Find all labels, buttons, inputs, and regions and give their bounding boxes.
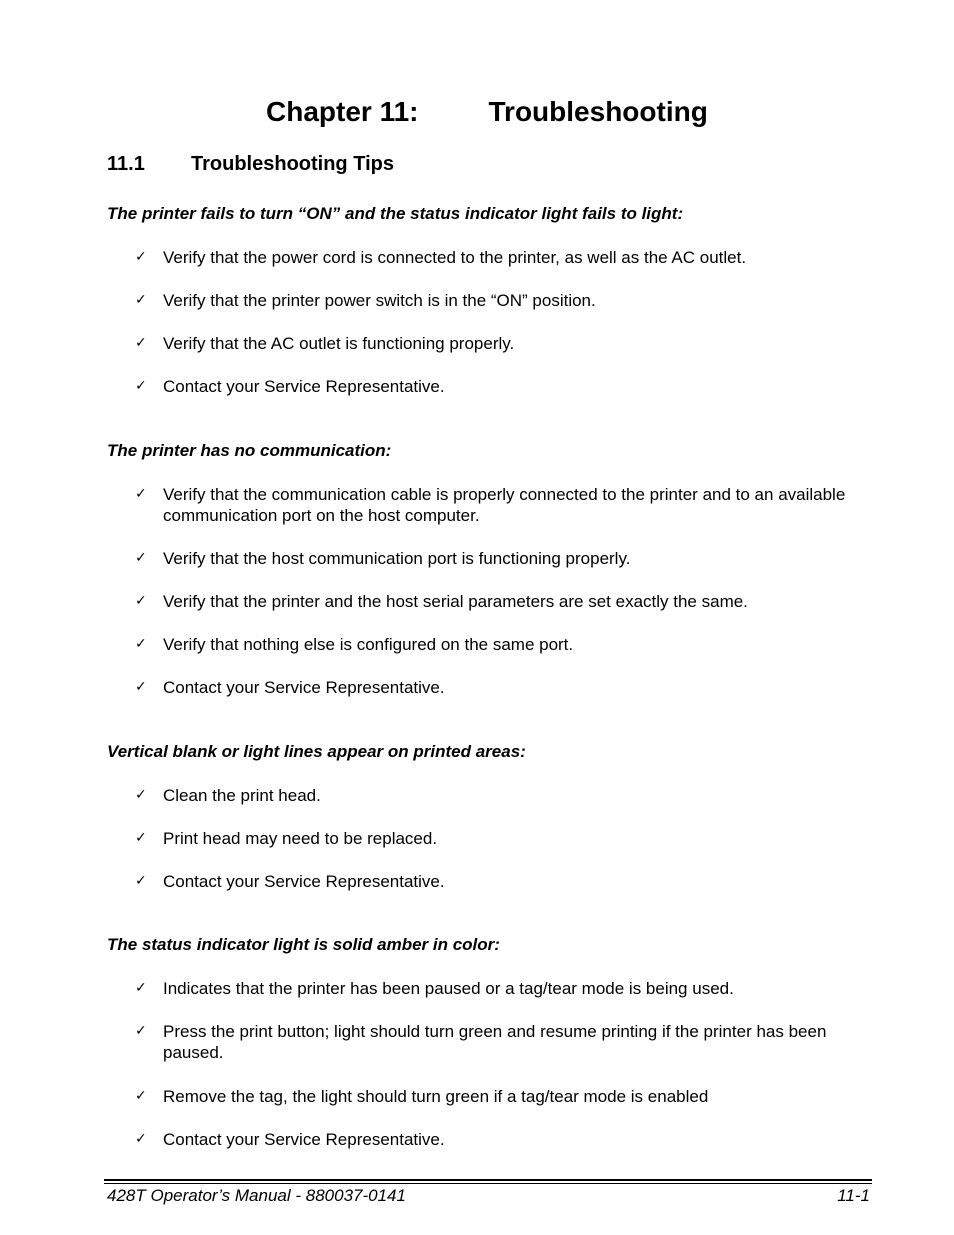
checkmark-icon: ✓ xyxy=(135,787,147,803)
list-item-text: Clean the print head. xyxy=(163,786,321,805)
list-item-text: Contact your Service Representative. xyxy=(163,872,445,891)
list-item xyxy=(135,1129,855,1150)
list-item-text: Contact your Service Representative. xyxy=(163,377,445,396)
checkmark-icon: ✓ xyxy=(135,980,147,996)
list-item xyxy=(135,978,855,999)
footer-divider xyxy=(104,1179,872,1181)
list-item xyxy=(135,333,855,354)
checkmark-icon: ✓ xyxy=(135,830,147,846)
list-item-text: Contact your Service Representative. xyxy=(163,678,445,697)
checkmark-icon: ✓ xyxy=(135,593,147,609)
list-item-text: Verify that the host communication port is functioning properly. xyxy=(163,549,631,568)
list-item xyxy=(135,828,855,849)
checkmark-icon: ✓ xyxy=(135,873,147,889)
list-item-text: Verify that the communication cable is properly connected to the printer and to an available communication port on the host computer. xyxy=(163,485,846,525)
list-item xyxy=(135,591,855,612)
issue-heading: The status indicator light is solid amber in color: xyxy=(107,935,500,954)
footer-divider-thin xyxy=(104,1183,872,1184)
list-item xyxy=(135,290,855,311)
list-item xyxy=(135,247,855,268)
list-item-text: Indicates that the printer has been paused or a tag/tear mode is being used. xyxy=(163,979,734,998)
footer-manual-title: 428T Operator’s Manual - 880037-0141 xyxy=(107,1186,406,1205)
checkmark-icon: ✓ xyxy=(135,292,147,308)
list-item-text: Remove the tag, the light should turn green if a tag/tear mode is enabled xyxy=(163,1087,709,1106)
list-item xyxy=(135,548,855,569)
list-item xyxy=(135,1086,855,1107)
list-item-text: Print head may need to be replaced. xyxy=(163,829,438,848)
list-item xyxy=(135,871,855,892)
checkmark-icon: ✓ xyxy=(135,636,147,652)
checkmark-icon: ✓ xyxy=(135,1131,147,1147)
list-item xyxy=(135,1021,855,1063)
list-item-text: Press the print button; light should turn green and resume printing if the printer has been paused. xyxy=(163,1022,827,1062)
list-item-text: Contact your Service Representative. xyxy=(163,1130,445,1149)
list-item xyxy=(135,376,855,397)
section-name: Troubleshooting Tips xyxy=(191,153,394,175)
list-item-text: Verify that the power cord is connected to the printer, as well as the AC outlet. xyxy=(163,248,747,267)
issue-heading: The printer has no communication: xyxy=(107,441,392,460)
section-title xyxy=(107,153,394,176)
checkmark-icon: ✓ xyxy=(135,378,147,394)
checkmark-icon: ✓ xyxy=(135,1088,147,1104)
list-item-text: Verify that the printer power switch is in the “ON” position. xyxy=(163,291,596,310)
list-item xyxy=(135,484,855,526)
list-item xyxy=(135,677,855,698)
section-number: 11.1 xyxy=(107,153,145,175)
footer-page-number: 11-1 xyxy=(837,1186,870,1205)
checkmark-icon: ✓ xyxy=(135,486,147,502)
list-item-text: Verify that the AC outlet is functioning properly. xyxy=(163,334,515,353)
list-item-text: Verify that nothing else is configured on the same port. xyxy=(163,635,574,654)
chapter-label: Chapter 11: xyxy=(266,96,419,127)
checkmark-icon: ✓ xyxy=(135,679,147,695)
list-item xyxy=(135,785,855,806)
checkmark-icon: ✓ xyxy=(135,335,147,351)
issue-heading: Vertical blank or light lines appear on printed areas: xyxy=(107,742,526,761)
list-item-text: Verify that the printer and the host serial parameters are set exactly the same. xyxy=(163,592,748,611)
issue-heading: The printer fails to turn “ON” and the status indicator light fails to light: xyxy=(107,204,684,223)
checkmark-icon: ✓ xyxy=(135,1023,147,1039)
chapter-name: Troubleshooting xyxy=(488,96,708,127)
chapter-title xyxy=(266,96,708,128)
list-item xyxy=(135,634,855,655)
checkmark-icon: ✓ xyxy=(135,550,147,566)
checkmark-icon: ✓ xyxy=(135,249,147,265)
